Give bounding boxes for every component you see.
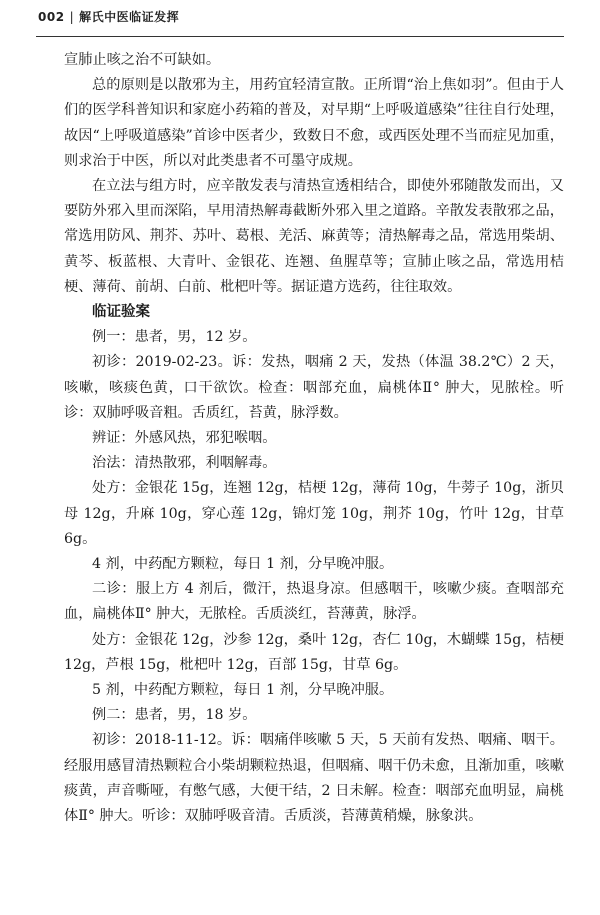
page-number: 002 xyxy=(38,10,65,24)
section-heading: 临证验案 xyxy=(92,304,150,321)
paragraph-principle: 总的原则是以散邪为主，用药宜轻清宣散。正所谓“治上焦如羽”。但由于人们的医学科普知识和家庭小药箱的普及，对早期“上呼吸道感染”往往自行处理，故因“上呼吸道感染”首诊中医者少，致数日不愈，或西医处理不当而症见加重，则求治于中医，所以对此类患者不可墨守成规。 xyxy=(64,77,564,169)
case-1-dosage: 4 剂，中药配方颗粒，每日 1 剂，分早晚冲服。 xyxy=(92,556,394,573)
case-1-first-visit: 初诊：2019-02-23。诉：发热，咽痛 2 天，发热（体温 38.2℃）2 天，咳嗽，咳痰色黄，口干欲饮。检查：咽部充血，扁桃体Ⅱ° 肿大，见脓栓。听诊：双肺呼吸音粗。舌质红，苔黄，脉浮数。 xyxy=(64,354,564,421)
page-body xyxy=(64,48,564,829)
case-1-patient: 例一：患者，男，12 岁。 xyxy=(92,329,257,346)
case-2-patient: 例二：患者，男，18 岁。 xyxy=(92,707,257,724)
case-1-dosage-2: 5 剂，中药配方颗粒，每日 1 剂，分早晚冲服。 xyxy=(92,682,394,699)
case-1-prescription-2: 处方：金银花 12g，沙参 12g，桑叶 12g，杏仁 10g，木蝴蝶 15g，桔梗 12g，芦根 15g，枇杷叶 12g，百部 15g，甘草 6g。 xyxy=(64,631,564,673)
case-2-first-visit: 初诊：2018-11-12。诉：咽痛伴咳嗽 5 天，5 天前有发热、咽痛、咽干。经服用感冒清热颗粒合小柴胡颗粒热退，但咽痛、咽干仍未愈，且渐加重，咳嗽痰黄，声音嘶哑，有憋气感，大便干结，2 日未解。检查：咽部充血明显，扁桃体Ⅱ° 肿大。听诊：双肺呼吸音清。舌质淡，苔薄黄稍燥，脉象洪。 xyxy=(64,732,564,825)
paragraph-method: 在立法与组方时，应辛散发表与清热宣透相结合，即使外邪随散发而出，又要防外邪入里而深陷，早用清热解毒截断外邪入里之道路。辛散发表散邪之品，常选用防风、荆芥、苏叶、葛根、羌活、麻黄等；清热解毒之品，常选用柴胡、黄芩、板蓝根、大青叶、金银花、连翘、鱼腥草等；宣肺止咳之品，常选用桔梗、薄荷、前胡、白前、枇杷叶等。据证遣方选药，往往取效。 xyxy=(64,178,564,295)
paragraph-continuation: 宣肺止咳之治不可缺如。 xyxy=(64,52,221,68)
book-title: 解氏中医临证发挥 xyxy=(79,10,180,24)
case-1-treatment: 治法：清热散邪，利咽解毒。 xyxy=(92,455,277,472)
running-head xyxy=(38,8,179,25)
header-rule xyxy=(36,36,564,37)
case-1-prescription: 处方：金银花 15g，连翘 12g，桔梗 12g，薄荷 10g，牛蒡子 10g，浙贝母 12g，升麻 10g，穿心莲 12g，锦灯笼 10g，荆芥 10g，竹叶 12g，甘草 6g。 xyxy=(64,480,564,547)
header-separator: | xyxy=(69,10,75,24)
case-1-diagnosis: 辨证：外感风热，邪犯喉咽。 xyxy=(92,430,277,447)
case-1-second-visit: 二诊：服上方 4 剂后，微汗，热退身凉。但感咽干，咳嗽少痰。查咽部充血，扁桃体Ⅱ° 肿大，无脓栓。舌质淡红，苔薄黄，脉浮。 xyxy=(64,581,564,623)
